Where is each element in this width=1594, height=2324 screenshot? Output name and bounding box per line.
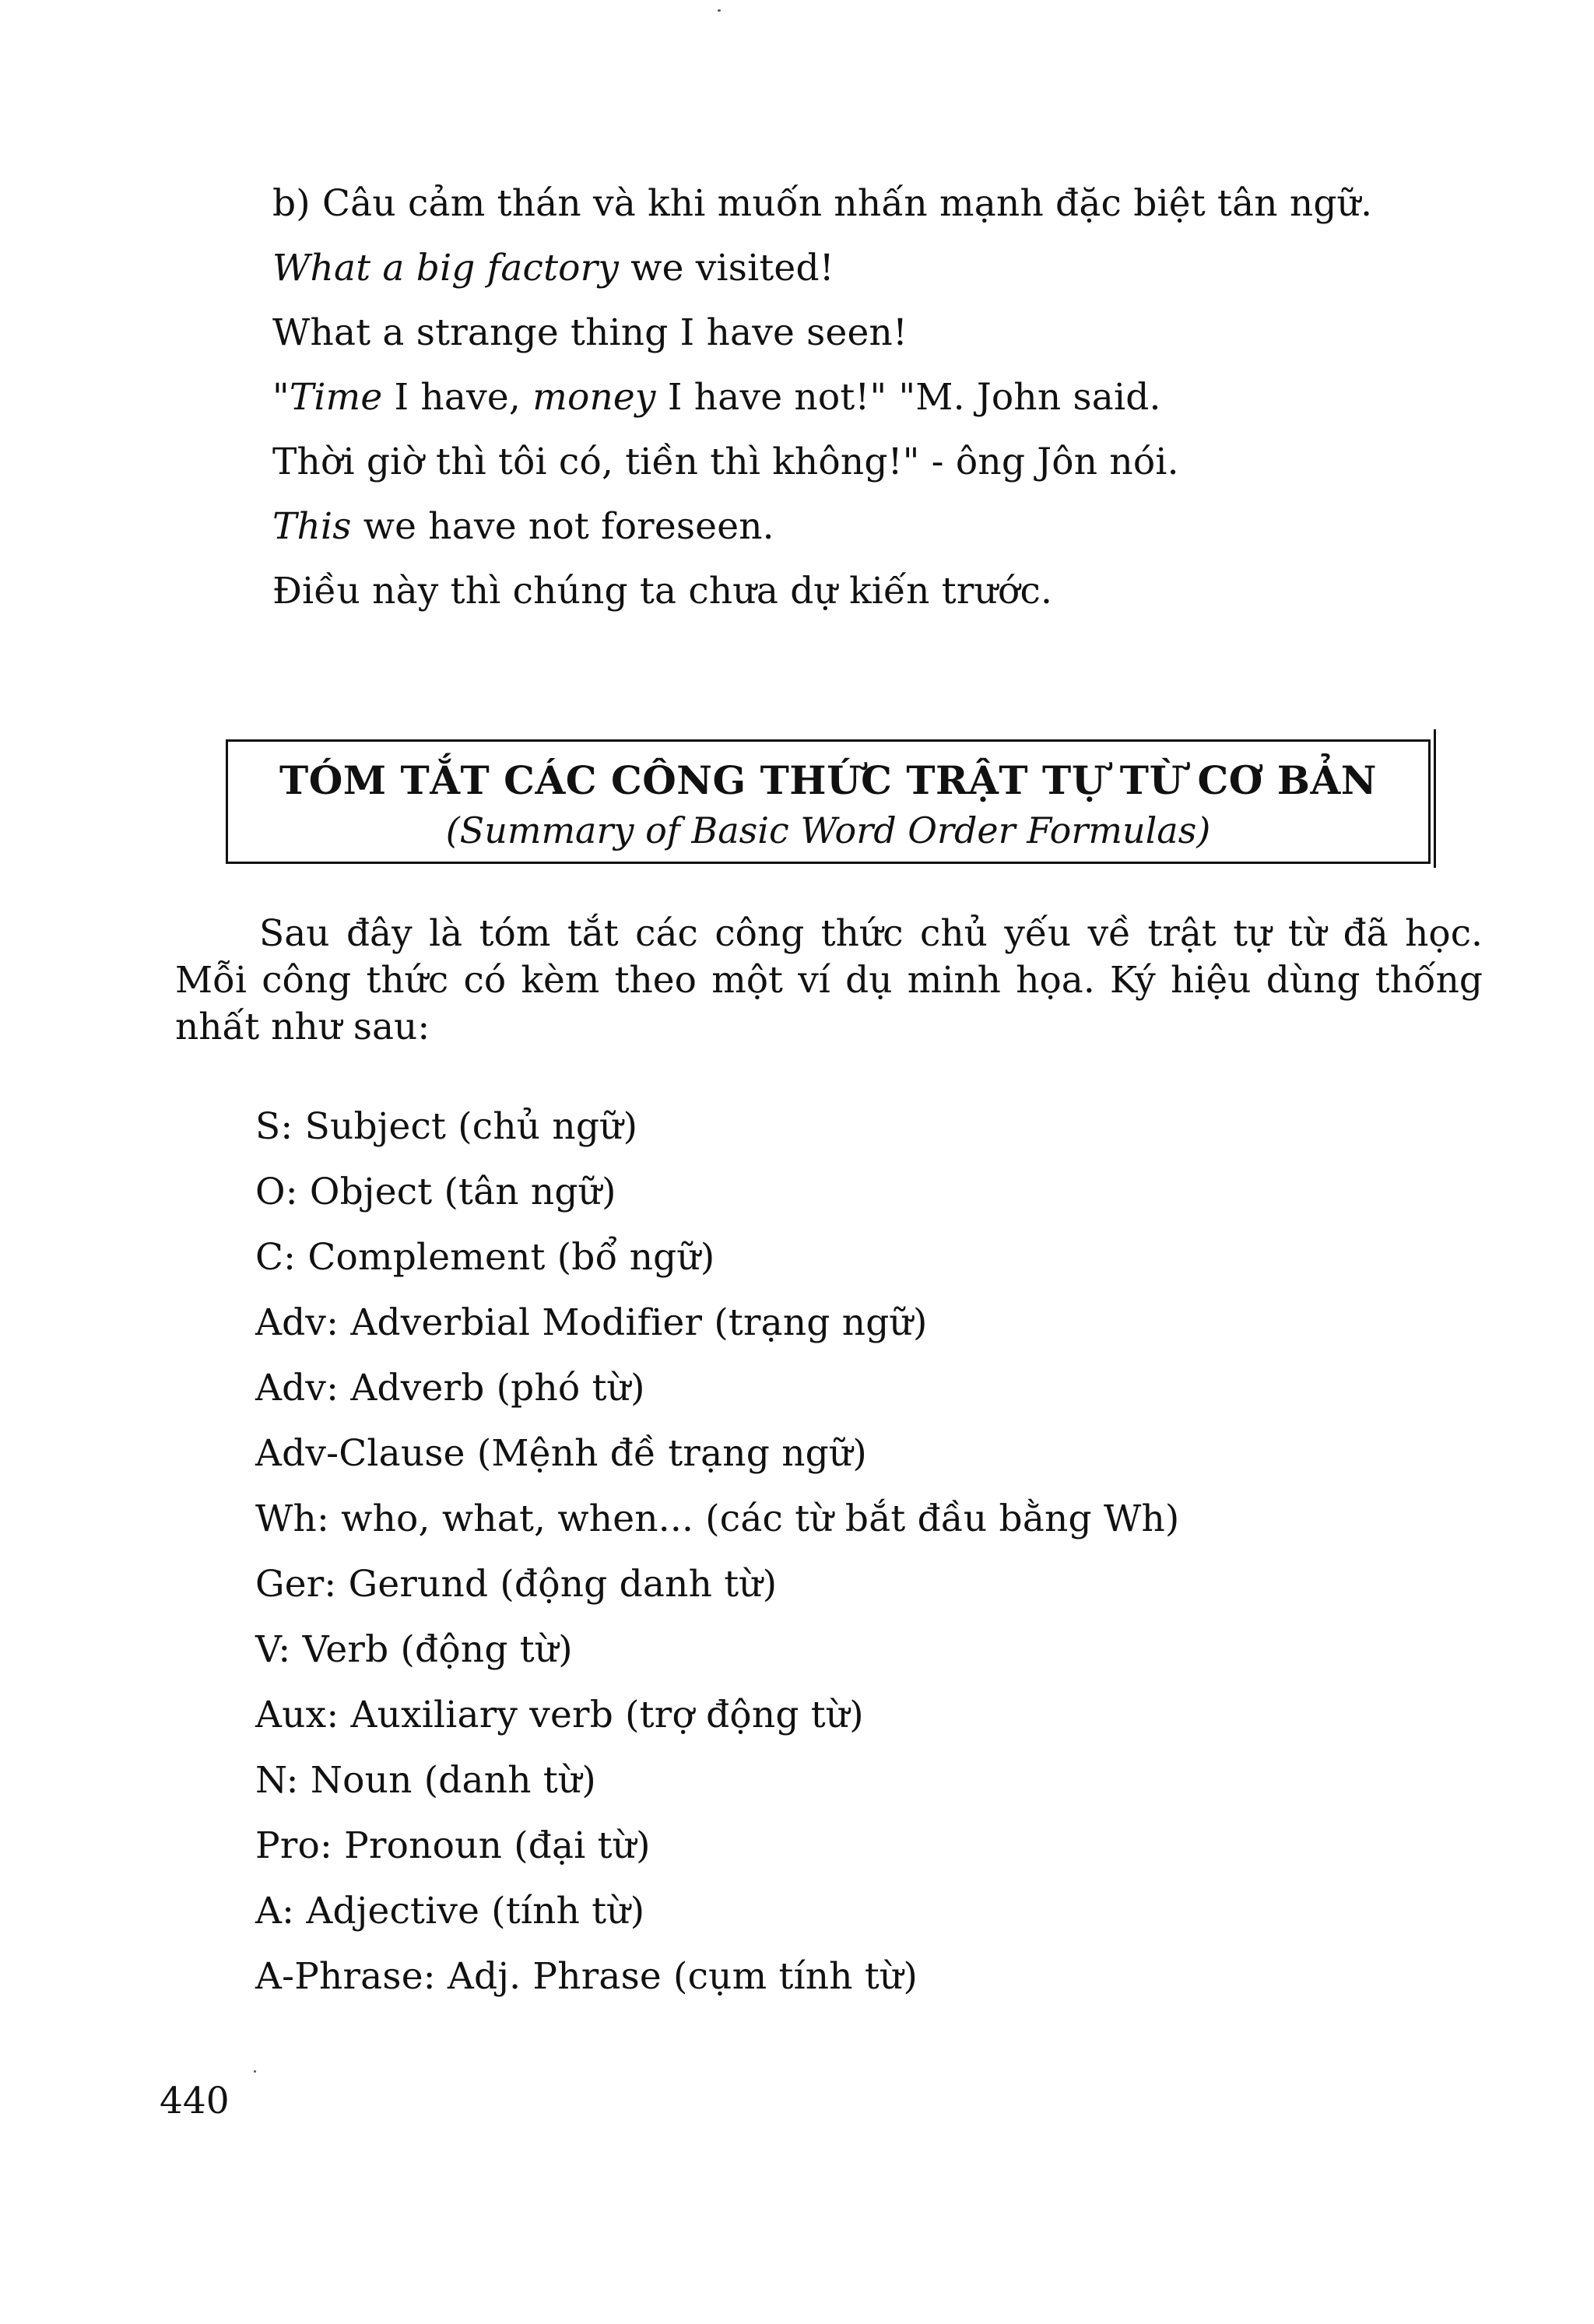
example-3-rest: I have not!" "M. John said. <box>655 376 1161 419</box>
example-3-mid: I have, <box>382 376 533 419</box>
example-1-italic: What a big factory <box>272 247 620 290</box>
legend-item: Adv: Adverb (phó từ) <box>255 1367 645 1409</box>
legend-item: S: Subject (chủ ngữ) <box>255 1105 638 1148</box>
example-3-translation: Thời giờ thì tôi có, tiền thì không!" - ông Jôn nói. <box>272 441 1179 483</box>
legend-item: Ger: Gerund (động danh từ) <box>255 1563 778 1606</box>
legend-item: C: Complement (bổ ngữ) <box>255 1236 715 1279</box>
summary-title: TÓM TẮT CÁC CÔNG THỨC TRẬT TỰ TỪ CƠ BẢN <box>279 757 1377 803</box>
example-line-1 <box>272 245 834 292</box>
example-line-4 <box>272 504 774 550</box>
legend-item: V: Verb (động từ) <box>255 1628 573 1671</box>
example-3-italic-time: Time <box>289 376 383 419</box>
legend-item: N: Noun (danh từ) <box>255 1759 596 1802</box>
legend-item: A: Adjective (tính từ) <box>255 1890 645 1933</box>
intro-paragraph: Sau đây là tóm tắt các công thức chủ yếu về trật tự từ đã học. Mỗi công thức có kèm theo một ví dụ minh họa. Ký hiệu dùng thống nhất như sau: <box>175 912 1483 1048</box>
scan-speck <box>718 9 721 12</box>
example-3-italic-money: money <box>532 376 656 419</box>
legend-item: Wh: who, what, when... (các từ bắt đầu bằng Wh) <box>255 1497 1180 1540</box>
example-1-rest: we visited! <box>619 247 834 290</box>
example-line-2: What a strange thing I have seen! <box>272 311 908 354</box>
summary-header-box <box>226 739 1431 864</box>
example-4-rest: we have not foreseen. <box>351 505 774 548</box>
legend-item: Adv-Clause (Mệnh đề trạng ngữ) <box>255 1432 867 1475</box>
legend-item: O: Object (tân ngữ) <box>255 1171 616 1213</box>
legend-item: Aux: Auxiliary verb (trợ động từ) <box>255 1694 864 1736</box>
legend-item: Adv: Adverbial Modifier (trạng ngữ) <box>255 1301 928 1344</box>
example-3-quote: " <box>272 376 290 419</box>
example-4-italic: This <box>272 505 352 548</box>
example-line-3 <box>272 374 1161 421</box>
legend-item: Pro: Pronoun (đại từ) <box>255 1824 651 1867</box>
legend-item: A-Phrase: Adj. Phrase (cụm tính từ) <box>255 1955 918 1998</box>
scan-speck <box>254 2070 256 2073</box>
page-number: 440 <box>160 2080 230 2122</box>
example-4-translation: Điều này thì chúng ta chưa dự kiến trước. <box>272 570 1053 613</box>
summary-subtitle: (Summary of Basic Word Order Formulas) <box>445 809 1211 851</box>
section-heading-b: b) Câu cảm thán và khi muốn nhấn mạnh đặc biệt tân ngữ. <box>272 182 1373 225</box>
